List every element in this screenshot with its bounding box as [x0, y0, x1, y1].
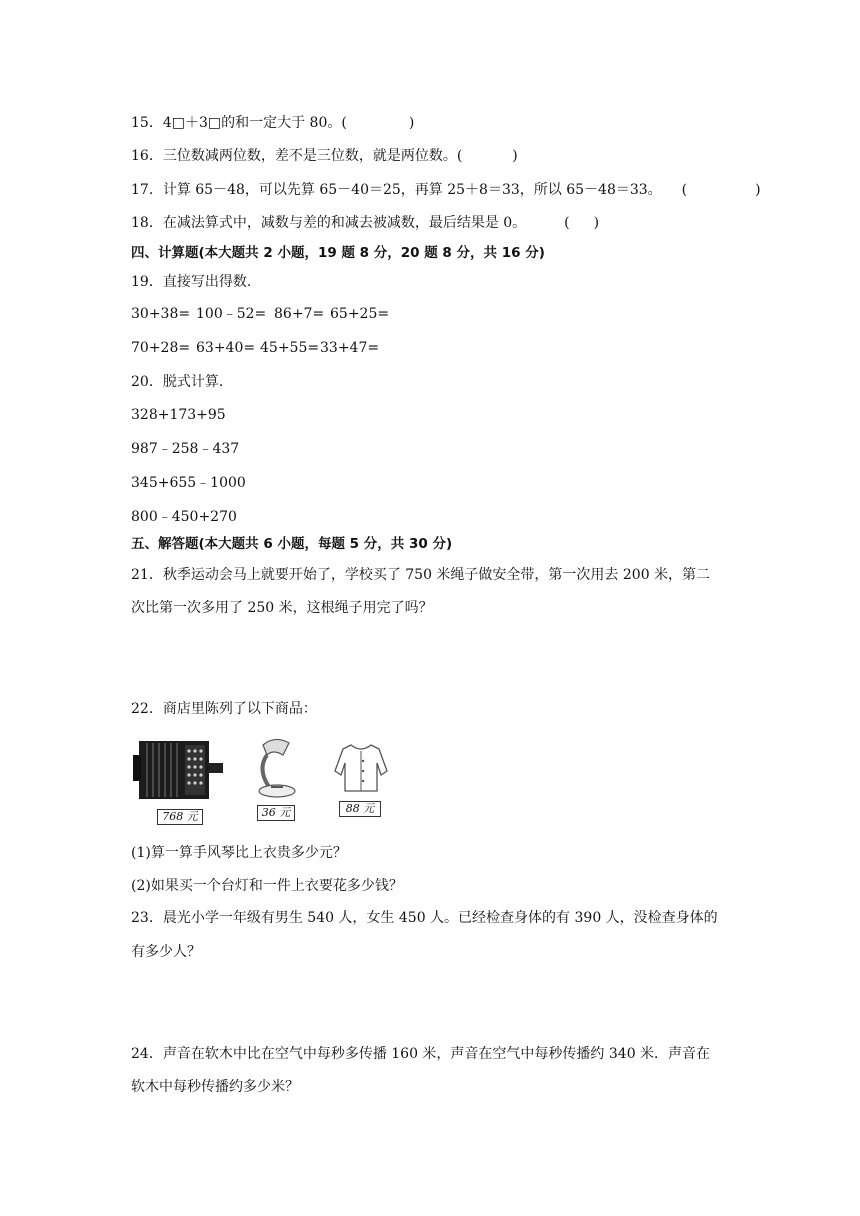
jacket-icon — [333, 741, 389, 801]
calc-item: 100﹣52= — [196, 306, 267, 322]
question-17 — [131, 180, 761, 200]
question-20: 20．脱式计算. — [131, 374, 224, 390]
question-17-text: 17．计算 65－48，可以先算 65－40＝25，再算 25＋8＝33，所以 65－48＝33。 — [131, 182, 662, 198]
section-5-heading: 五、解答题(本大题共 6 小题，每题 5 分，共 30 分) — [131, 536, 453, 552]
calc-item: 45+55= — [260, 340, 320, 356]
question-18-text: 18．在减法算式中，减数与差的和减去被减数，最后结果是 0。 — [131, 215, 527, 231]
jacket-item — [331, 735, 391, 830]
question-17-close-paren: ) — [755, 182, 761, 198]
question-15-text: 15．4□＋3□的和一定大于 80。( — [131, 115, 347, 131]
question-22: 22．商店里陈列了以下商品： — [131, 701, 317, 717]
question-19: 19．直接写出得数. — [131, 274, 252, 290]
calc-item: 30+38= — [131, 306, 191, 322]
question-15 — [131, 113, 414, 133]
calc-item: 63+40= — [196, 340, 256, 356]
question-16-text: 16．三位数减两位数，差不是三位数，就是两位数。( — [131, 148, 463, 164]
lamp-item — [249, 735, 309, 830]
expression-item: 328+173+95 — [131, 407, 226, 423]
accordion-item — [131, 735, 226, 830]
jacket-price-tag: 88 元 — [339, 801, 381, 817]
question-19-row-2 — [131, 338, 379, 358]
question-18-open-paren: ( — [564, 215, 570, 231]
question-24-line-1: 24．声音在软木中比在空气中每秒多传播 160 米，声音在空气中每秒传播约 340 米．声音在 — [131, 1046, 711, 1062]
calc-item: 70+28= — [131, 340, 191, 356]
question-21-line-1: 21．秋季运动会马上就要开始了，学校买了 750 米绳子做安全带，第一次用去 200 米，第二 — [131, 567, 711, 583]
question-22-part-1: (1)算一算手风琴比上衣贵多少元？ — [131, 845, 347, 861]
question-22-part-2: (2)如果买一个台灯和一件上衣要花多少钱？ — [131, 878, 403, 894]
expression-item: 800﹣450+270 — [131, 509, 237, 525]
question-23-line-2: 有多少人？ — [131, 944, 201, 960]
question-19-row-1 — [131, 304, 389, 324]
question-17-open-paren: ( — [681, 182, 688, 198]
lamp-price-tag: 36 元 — [257, 805, 295, 821]
calc-item: 33+47= — [320, 340, 380, 356]
question-21-line-2: 次比第一次多用了 250 米，这根绳子用完了吗？ — [131, 600, 433, 616]
accordion-icon — [131, 735, 226, 803]
desk-lamp-icon — [249, 735, 309, 803]
accordion-price-tag: 768 元 — [157, 809, 203, 825]
goods-display — [131, 735, 381, 830]
question-15-close-paren: ) — [408, 115, 415, 131]
expression-item: 987﹣258﹣437 — [131, 441, 240, 457]
question-18-close-paren: ) — [593, 215, 600, 231]
question-18 — [131, 213, 599, 233]
expression-item: 345+655﹣1000 — [131, 475, 246, 491]
question-16 — [131, 146, 518, 166]
calc-item: 86+7= — [274, 306, 325, 322]
question-24-line-2: 软木中每秒传播约多少米？ — [131, 1079, 299, 1095]
question-16-close-paren: ) — [512, 148, 518, 164]
question-23-line-1: 23．晨光小学一年级有男生 540 人，女生 450 人。已经检查身体的有 390 人，没检查身体的 — [131, 910, 718, 926]
calc-item: 65+25= — [330, 306, 390, 322]
section-4-heading: 四、计算题(本大题共 2 小题，19 题 8 分，20 题 8 分，共 16 分) — [131, 245, 545, 261]
